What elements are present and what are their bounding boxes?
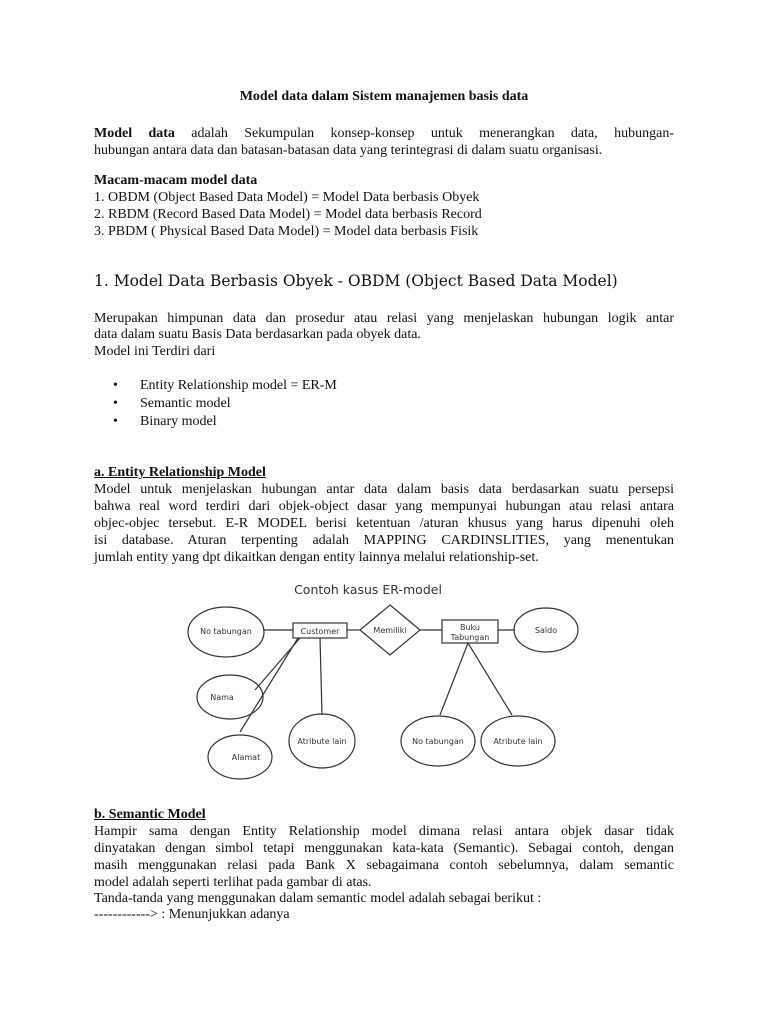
connector-line	[320, 638, 322, 715]
customer-label: Customer	[300, 627, 340, 636]
intro-term: Model data	[94, 126, 175, 141]
section-b-line-4: model adalah seperti terlihat pada gambar di atas.	[94, 875, 372, 890]
section-a-line-2: bahwa real word terdiri dari objek-object dasar yang mempunyai hubungan atau relasi antara	[94, 499, 674, 514]
section-b-line-2: dinyatakan dengan simbol tetapi menggunakan kata-kata (Semantic). Sebagai contoh, dengan	[94, 841, 674, 856]
section1-desc-line-2: data dalam suatu Basis Data berdasarkan pada obyek data.	[94, 327, 421, 342]
list-item	[113, 413, 337, 431]
bullet-text: Binary model	[140, 414, 217, 429]
section-a-line-3: objec-objec tersebut. E-R MODEL berisi ketentuan /aturan khusus yang harus dipenuhi oleh	[94, 516, 674, 531]
relation-label: Memiliki	[373, 626, 407, 635]
types-heading: Macam-macam model data	[94, 173, 258, 188]
bullet-icon: •	[113, 396, 118, 411]
section-b-line-3: masih menggunakan relasi pada Bank X sebagaimana contoh sebelumnya, dalam semantic	[94, 858, 674, 873]
intro-line-1-text: adalah Sekumpulan konsep-konsep untuk menerangkan data, hubungan-	[191, 126, 674, 141]
section-b-heading: b. Semantic Model	[94, 807, 206, 822]
er-diagram	[0, 570, 768, 790]
section-a-heading: a. Entity Relationship Model	[94, 465, 266, 480]
list-item	[113, 377, 337, 395]
attr-saldo: Saldo	[534, 626, 558, 635]
intro-line-1	[94, 125, 674, 142]
types-item-1: 1. OBDM (Object Based Data Model) = Model Data berbasis Obyek	[94, 190, 480, 205]
attr-no-tabungan-right: No tabungan	[412, 737, 464, 746]
bullet-icon: •	[113, 414, 118, 429]
section-b-arrow-line: ------------> : Menunjukkan adanya	[94, 907, 290, 922]
attr-atribute-lain-right: Atribute lain	[493, 737, 543, 746]
connector-line	[468, 643, 512, 715]
section1-consists: Model ini Terdiri dari	[94, 344, 216, 359]
bullet-text: Semantic model	[140, 396, 231, 411]
types-item-3: 3. PBDM ( Physical Based Data Model) = Model data berbasis Fisik	[94, 224, 479, 239]
buku-label-2: Tabungan	[450, 633, 490, 642]
attr-atribute-lain-left: Atribute lain	[297, 737, 347, 746]
types-item-2: 2. RBDM (Record Based Data Model) = Model data berbasis Record	[94, 207, 482, 222]
intro-line-2: hubungan antara data dan batasan-batasan data yang terintegrasi di dalam suatu organisasi.	[94, 143, 603, 158]
model-bullet-list	[113, 377, 337, 431]
diagram-title: Contoh kasus ER-model	[294, 582, 442, 597]
connector-line	[440, 643, 468, 715]
list-item	[113, 395, 337, 413]
buku-label-1: Buku	[459, 623, 481, 632]
section1-heading: 1. Model Data Berbasis Obyek - OBDM (Object Based Data Model)	[94, 272, 618, 290]
section-a-line-4: isi database. Aturan terpenting adalah MAPPING CARDINSLITIES, yang menentukan	[94, 533, 674, 548]
attr-no-tabungan-left: No tabungan	[200, 627, 252, 636]
document-title: Model data dalam Sistem manajemen basis data	[239, 89, 529, 104]
section-a-line-1: Model untuk menjelaskan hubungan antar data dalam basis data berdasarkan suatu persepsi	[94, 482, 674, 497]
bullet-text: Entity Relationship model = ER-M	[140, 378, 337, 393]
attr-alamat: Alamat	[231, 753, 261, 762]
section-b-line-1: Hampir sama dengan Entity Relationship model dimana relasi antara objek dasar tidak	[94, 824, 674, 839]
section1-desc-line-1: Merupakan himpunan data dan prosedur atau relasi yang menjelaskan hubungan logik antar	[94, 311, 674, 326]
section-b-tanda: Tanda-tanda yang menggunakan dalam semantic model adalah sebagai berikut :	[94, 891, 542, 906]
section-a-line-5: jumlah entity yang dpt dikaitkan dengan entity lainnya melalui relationship-set.	[94, 550, 539, 565]
bullet-icon: •	[113, 378, 118, 393]
attr-nama: Nama	[210, 693, 234, 702]
